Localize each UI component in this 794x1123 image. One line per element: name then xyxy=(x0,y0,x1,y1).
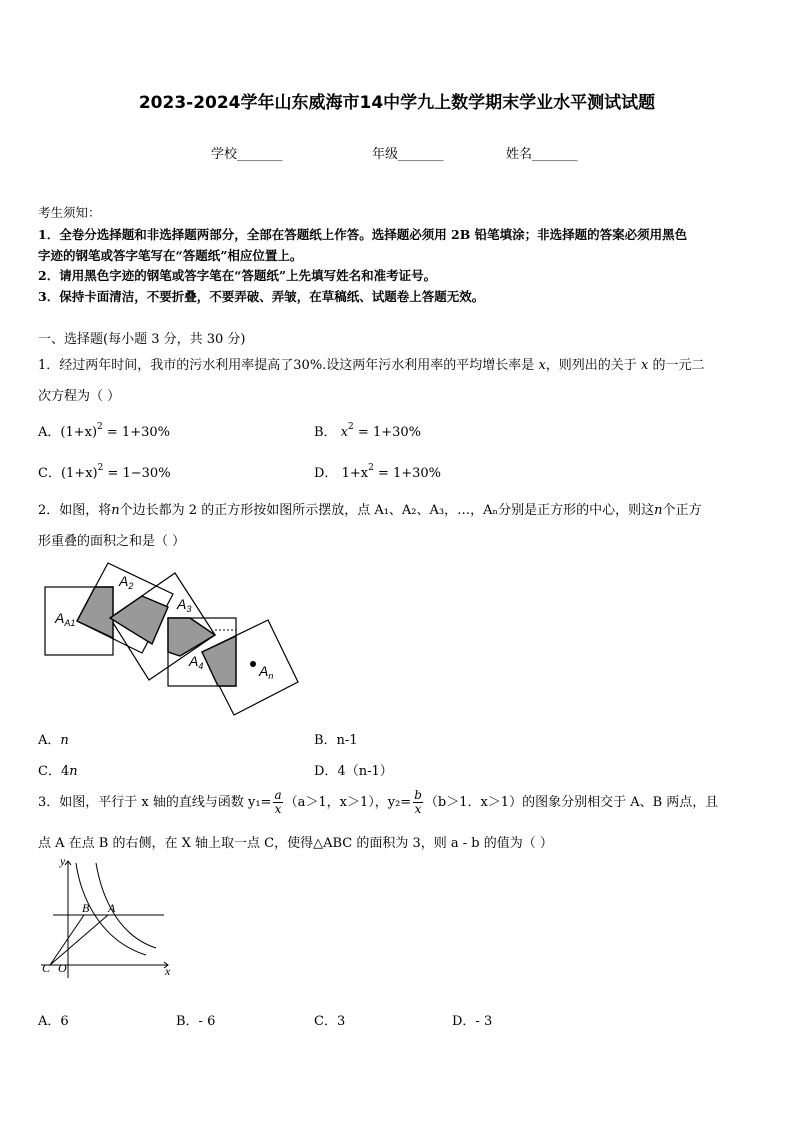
label-an: $A_n$ xyxy=(259,663,274,681)
q2-option-b[interactable]: B．n-1 xyxy=(314,733,358,748)
notice-item-1-line-1: 1．全卷分选择题和非选择题两部分，全部在答题纸上作答。选择题必须用 2B 铅笔填涂；非选择题的答案必须用黑色 xyxy=(38,227,688,242)
page-title: 2023-2024学年山东威海市14中学九上数学期末学业水平测试试题 xyxy=(138,93,656,113)
label-a: A xyxy=(108,901,116,915)
function-graph-figure xyxy=(36,853,181,983)
label-o: O xyxy=(58,961,67,975)
q3-option-c[interactable]: C．3 xyxy=(314,1014,346,1029)
notice-item-3: 3．保持卡面清洁，不要折叠，不要弄破、弄皱，在草稿纸、试题卷上答题无效。 xyxy=(38,289,485,304)
q2-option-a[interactable]: A．n xyxy=(38,733,69,748)
center-point-n xyxy=(250,661,256,667)
label-c: C xyxy=(42,961,51,975)
question-1-line-1: 1．经过两年时间，我市的污水利用率提高了30%.设这两年污水利用率的平均增长率是 x，则列出的关于 x 的一元二 xyxy=(38,358,705,373)
question-1-line-2: 次方程为（ ） xyxy=(38,389,121,404)
notice-heading: 考生须知： xyxy=(38,205,101,220)
grade-field: 年级_______ xyxy=(372,147,444,162)
q1-option-d[interactable]: D． $1+x^2 = 1+30\%$ xyxy=(314,463,442,481)
name-field: 姓名_______ xyxy=(506,147,578,162)
question-3-line-2: 点 A 在点 B 的右侧，在 X 轴上取一点 C，使得△ABC 的面积为 3，则 a - b 的值为（ ） xyxy=(38,836,553,851)
q1-option-c[interactable]: C．$(1+x)^2 = 1-30\%$ xyxy=(38,463,171,481)
curve-y1 xyxy=(96,863,156,948)
q3-option-b[interactable]: B．- 6 xyxy=(176,1014,216,1029)
label-y: y xyxy=(60,854,66,868)
question-3-line-1: 3．如图，平行于 x 轴的直线与函数 y₁= $\frac{a}{x}$ （a＞1，x＞1），y₂= $\frac{b}{x}$ （b＞1．x＞1）的图象分别相交于 A、B 两点，且 xyxy=(38,788,719,816)
notice-item-1-line-2: 字迹的钢笔或答字笔写在“答题纸”相应位置上。 xyxy=(38,248,303,263)
question-2-line-1: 2．如图，将n个边长都为 2 的正方形按如图所示摆放，点 A₁、A₂、A₃，…，Aₙ分别是正方形的中心，则这n个正方 xyxy=(38,503,702,518)
label-a1: $A_{A1}$ xyxy=(55,610,76,628)
q1-option-a[interactable]: A．$(1+x)^2 = 1+30\%$ xyxy=(38,422,170,440)
label-b: B xyxy=(82,901,90,915)
section-heading: 一、选择题(每小题 3 分，共 30 分) xyxy=(38,332,246,347)
squares-figure xyxy=(40,560,310,720)
notice-item-2: 2．请用黑色字迹的钢笔或答字笔在“答题纸”上先填写姓名和准考证号。 xyxy=(38,268,437,283)
q3-option-a[interactable]: A．6 xyxy=(38,1014,69,1029)
label-a2: $A_2$ xyxy=(119,573,134,591)
q1-option-b[interactable]: B． $x^2 = 1+30\%$ xyxy=(314,422,422,440)
overlap-4 xyxy=(202,636,236,686)
q3-option-d[interactable]: D．- 3 xyxy=(452,1014,493,1029)
fraction-b-over-x: $\frac{b}{x}$ xyxy=(414,788,422,816)
question-2-line-2: 形重叠的面积之和是（ ） xyxy=(38,534,186,549)
q2-option-d[interactable]: D．4（n-1） xyxy=(314,764,393,779)
label-x: x xyxy=(165,964,171,978)
label-a3: $A_3$ xyxy=(177,596,192,614)
fraction-a-over-x: $\frac{a}{x}$ xyxy=(274,788,282,816)
overlap-2 xyxy=(110,596,168,644)
q2-option-c[interactable]: C．4n xyxy=(38,764,78,779)
school-field: 学校_______ xyxy=(211,147,283,162)
label-a4: $A_4$ xyxy=(189,653,204,671)
